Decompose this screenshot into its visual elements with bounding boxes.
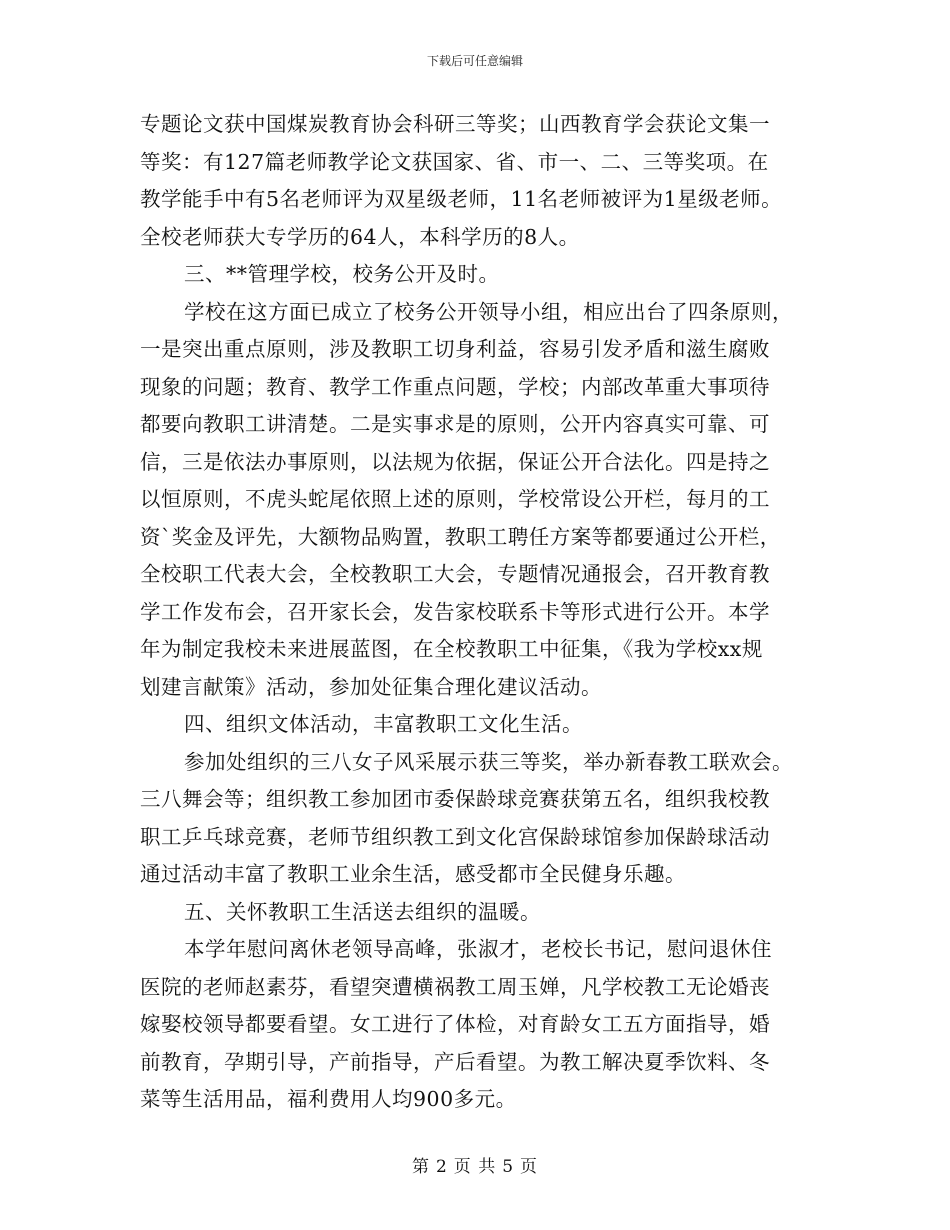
text-line: 四、组织文体活动，丰富教职工文化生活。 [184,712,583,736]
text-line: 都要向教职工讲清楚。二是实事求是的原则，公开内容真实可靠、可 [140,412,770,436]
text-line: 资`奖金及评先，大额物品购置，教职工聘任方案等都要通过公开栏， [140,524,781,549]
current-page-number: 2 [435,1157,448,1177]
text-line: 以恒原则，不虎头蛇尾依照上述的原则，学校常设公开栏，每月的工 [140,487,770,511]
text-line: 参加处组织的三八女子风采展示获三等奖，举办新春教工联欢会。 [184,749,793,774]
footer-middle: 页 共 [453,1157,497,1177]
text-line: 菜等生活用品，福利费用人均900多元。 [140,1087,517,1111]
text-line: 嫁娶校领导都要看望。女工进行了体检，对育龄女工五方面指导，婚 [140,1012,770,1036]
text-line: 三八舞会等；组织教工参加团市委保龄球竞赛获第五名，组织我校教 [140,787,770,811]
text-line: 全校老师获大专学历的64人，本科学历的8人。 [140,224,580,249]
text-line: 学工作发布会，召开家长会，发告家校联系卡等形式进行公开。本学 [140,599,770,624]
footer-prefix: 第 [411,1157,430,1177]
text-line: 划建言献策》活动，参加处征集合理化建议活动。 [140,674,602,699]
text-line: 教学能手中有5名老师评为双星级老师，11名老师被评为1星级老师。 [140,187,783,211]
header-text: 下载后可任意编辑 [426,54,523,68]
text-line: 医院的老师赵素芬，看望突遭横祸教工周玉婵，凡学校教工无论婚丧 [140,974,770,999]
text-line: 三、**管理学校，校务公开及时。 [184,262,500,286]
text-line: 职工乒乓球竞赛，老师节组织教工到文化宫保龄球馆参加保龄球活动 [140,824,770,849]
text-line: 等奖：有127篇老师教学论文获国家、省、市一、二、三等奖项。在 [140,149,769,174]
text-line: 年为制定我校未来进展蓝图，在全校教职工中征集，《我为学校xx规 [140,637,763,661]
text-line: 本学年慰问离休老领导高峰，张淑才，老校长书记，慰问退休住 [184,937,772,961]
page-footer [0,1152,950,1177]
page-header [0,52,950,69]
text-line: 五、关怀教职工生活送去组织的温暖。 [184,899,541,924]
total-pages: 5 [502,1157,515,1177]
document-body [140,106,820,1119]
text-line: 全校职工代表大会，全校教职工大会，专题情况通报会，召开教育教 [140,562,770,586]
footer-suffix: 页 [520,1157,539,1177]
text-line: 一是突出重点原则，涉及教职工切身利益，容易引发矛盾和滋生腐败 [140,337,770,361]
text-line: 学校在这方面已成立了校务公开领导小组，相应出台了四条原则， [184,299,793,324]
text-line: 专题论文获中国煤炭教育协会科研三等奖；山西教育学会获论文集一 [140,112,770,136]
text-line: 前教育，孕期引导，产前指导，产后看望。为教工解决夏季饮料、冬 [140,1049,770,1074]
text-line: 通过活动丰富了教职工业余生活，感受都市全民健身乐趣。 [140,862,686,886]
text-line: 信，三是依法办事原则，以法规为依据，保证公开合法化。四是持之 [140,449,770,474]
text-line: 现象的问题；教育、教学工作重点问题，学校；内部改革重大事项待 [140,374,770,399]
